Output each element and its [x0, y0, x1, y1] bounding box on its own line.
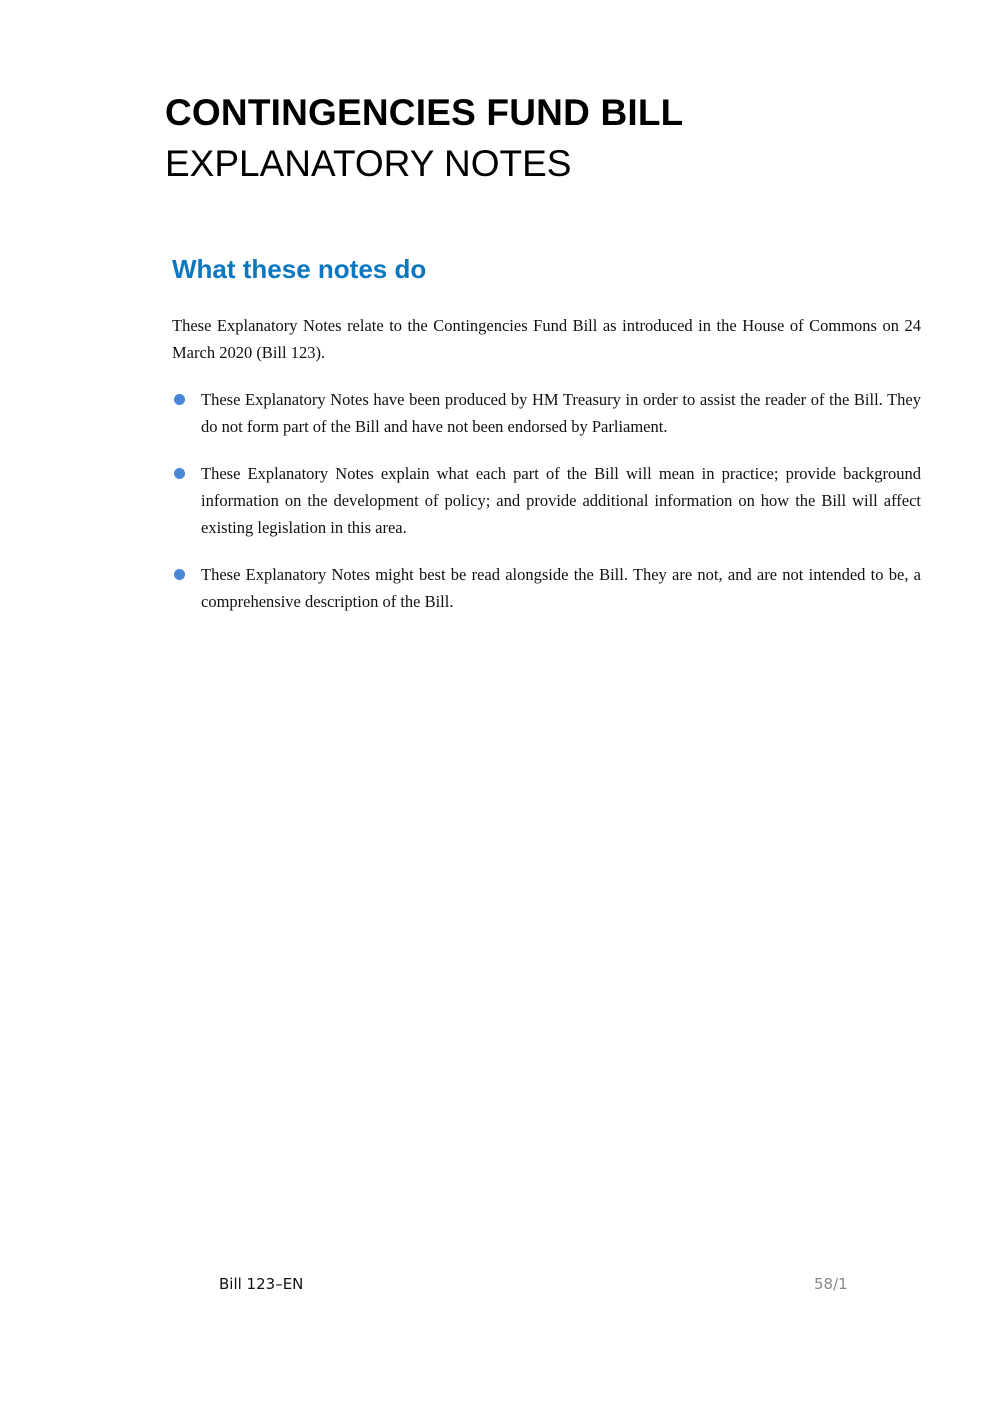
list-item [172, 561, 921, 615]
section-body [172, 312, 921, 635]
intro-paragraph: These Explanatory Notes relate to the Contingencies Fund Bill as introduced in the House of Commons on 24 March 2020 (Bill 123). [172, 316, 921, 362]
footer-bill-ref: Bill 123–EN [219, 1275, 304, 1293]
section-heading: What these notes do [172, 254, 427, 284]
document-title: CONTINGENCIES FUND BILL [165, 92, 684, 133]
list-item-text: These Explanatory Notes have been produced by HM Treasury in order to assist the reader of the Bill. They do not form part of the Bill and have not been endorsed by Parliament. [201, 390, 921, 436]
bullet-icon [174, 569, 185, 580]
list-item [172, 386, 921, 440]
list-item-text: These Explanatory Notes might best be read alongside the Bill. They are not, and are not intended to be, a comprehensive description of the Bill. [201, 565, 921, 611]
bullet-list [172, 386, 921, 615]
bullet-icon [174, 394, 185, 405]
list-item [172, 460, 921, 541]
list-item-text: These Explanatory Notes explain what each part of the Bill will mean in practice; provide background information on the development of policy; and provide additional information on how the Bill will affect existing legislation in this area. [201, 464, 921, 537]
document-subtitle: EXPLANATORY NOTES [165, 143, 572, 184]
bullet-icon [174, 468, 185, 479]
footer-page-ref: 58/1 [814, 1275, 848, 1293]
